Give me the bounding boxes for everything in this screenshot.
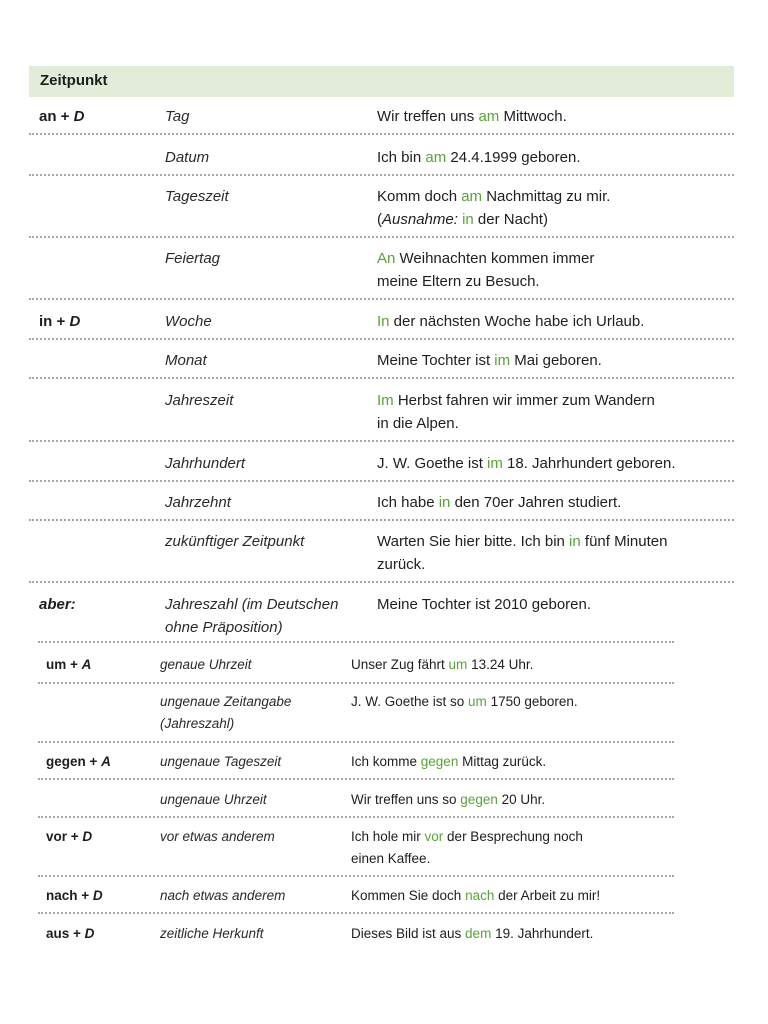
table-row bbox=[29, 185, 734, 238]
usage: zukünftiger Zeitpunkt bbox=[165, 533, 305, 550]
usage: vor etwas anderem bbox=[160, 829, 275, 844]
usage: Tageszeit bbox=[165, 188, 229, 205]
dotted-divider bbox=[29, 377, 734, 379]
example: Ich komme gegen Mittag zurück. bbox=[351, 754, 547, 769]
example: Meine Tochter ist im Mai geboren. bbox=[377, 352, 602, 369]
usage: Jahreszeit bbox=[165, 392, 234, 409]
table-row bbox=[29, 349, 734, 379]
dotted-divider bbox=[29, 440, 734, 442]
preposition: um + A bbox=[46, 657, 92, 672]
example: In der nächsten Woche habe ich Urlaub. bbox=[377, 313, 645, 330]
table-row bbox=[38, 691, 674, 743]
table-row bbox=[38, 654, 674, 684]
section-header bbox=[29, 66, 734, 97]
usage: Feiertag bbox=[165, 250, 221, 267]
example: Dieses Bild ist aus dem 19. Jahrhundert. bbox=[351, 926, 594, 941]
table-row bbox=[29, 530, 734, 583]
example: Ich bin am 24.4.1999 geboren. bbox=[377, 149, 581, 166]
table-row bbox=[29, 491, 734, 521]
preposition: an + D bbox=[39, 108, 85, 125]
dotted-divider bbox=[29, 174, 734, 176]
usage: zeitliche Herkunft bbox=[160, 926, 264, 941]
example: Warten Sie hier bitte. Ich bin in fünf Minuten zurück. bbox=[377, 533, 668, 573]
usage: ungenaue Tageszeit bbox=[160, 754, 282, 769]
dotted-divider bbox=[38, 816, 674, 818]
table-row bbox=[38, 885, 674, 914]
usage: ungenaue Zeitangabe (Jahreszahl) bbox=[160, 694, 292, 731]
dotted-divider bbox=[29, 298, 734, 300]
table-row bbox=[38, 923, 674, 952]
usage: nach etwas anderem bbox=[160, 888, 286, 903]
dotted-divider bbox=[38, 682, 674, 684]
preposition: vor + D bbox=[46, 829, 93, 844]
dotted-divider bbox=[38, 875, 674, 877]
usage: Woche bbox=[165, 313, 212, 330]
usage: Jahrhundert bbox=[165, 455, 246, 472]
preposition: gegen + A bbox=[46, 754, 111, 769]
dotted-divider bbox=[38, 912, 674, 914]
dotted-divider bbox=[38, 741, 674, 743]
table-row bbox=[29, 247, 734, 300]
example: An Weihnachten kommen immer meine Eltern zu Besuch. bbox=[377, 250, 595, 290]
dotted-divider bbox=[29, 338, 734, 340]
table-row bbox=[29, 389, 734, 442]
usage: Jahreszahl (im Deutschen ohne Präposition) bbox=[165, 596, 339, 636]
usage: Monat bbox=[165, 352, 207, 369]
table-row bbox=[38, 826, 674, 877]
dotted-divider bbox=[38, 778, 674, 780]
usage: Datum bbox=[165, 149, 210, 166]
dotted-divider bbox=[29, 236, 734, 238]
table-row bbox=[29, 593, 734, 643]
table-row bbox=[29, 310, 734, 340]
table-row bbox=[38, 751, 674, 780]
usage: genaue Uhrzeit bbox=[160, 657, 252, 672]
example: Ich habe in den 70er Jahren studiert. bbox=[377, 494, 622, 511]
dotted-divider bbox=[29, 133, 734, 135]
example: Im Herbst fahren wir immer zum Wandern in die Alpen. bbox=[377, 392, 655, 432]
example: Unser Zug fährt um 13.24 Uhr. bbox=[351, 657, 534, 672]
dotted-divider bbox=[29, 519, 734, 521]
usage: Tag bbox=[165, 108, 190, 125]
example: Komm doch am Nachmittag zu mir. (Ausnahme: in der Nacht) bbox=[377, 188, 611, 228]
preposition: aus + D bbox=[46, 926, 95, 941]
example: J. W. Goethe ist so um 1750 geboren. bbox=[351, 694, 578, 709]
usage: Jahrzehnt bbox=[165, 494, 231, 511]
example: Kommen Sie doch nach der Arbeit zu mir! bbox=[351, 888, 601, 903]
example: Wir treffen uns so gegen 20 Uhr. bbox=[351, 792, 546, 807]
table-row bbox=[38, 789, 674, 818]
example: Ich hole mir vor der Besprechung noch einen Kaffee. bbox=[351, 829, 583, 866]
preposition: aber: bbox=[39, 596, 76, 613]
usage: ungenaue Uhrzeit bbox=[160, 792, 267, 807]
example: Meine Tochter ist 2010 geboren. bbox=[377, 596, 592, 613]
table-row bbox=[29, 105, 734, 135]
example: J. W. Goethe ist im 18. Jahrhundert geboren. bbox=[377, 455, 676, 472]
dotted-divider bbox=[29, 480, 734, 482]
dotted-divider bbox=[38, 641, 674, 643]
table-row bbox=[29, 146, 734, 176]
example: Wir treffen uns am Mittwoch. bbox=[377, 108, 567, 125]
preposition: nach + D bbox=[46, 888, 103, 903]
preposition: in + D bbox=[39, 313, 81, 330]
section-title: Zeitpunkt bbox=[40, 72, 108, 89]
dotted-divider bbox=[29, 581, 734, 583]
table-row bbox=[29, 452, 734, 482]
